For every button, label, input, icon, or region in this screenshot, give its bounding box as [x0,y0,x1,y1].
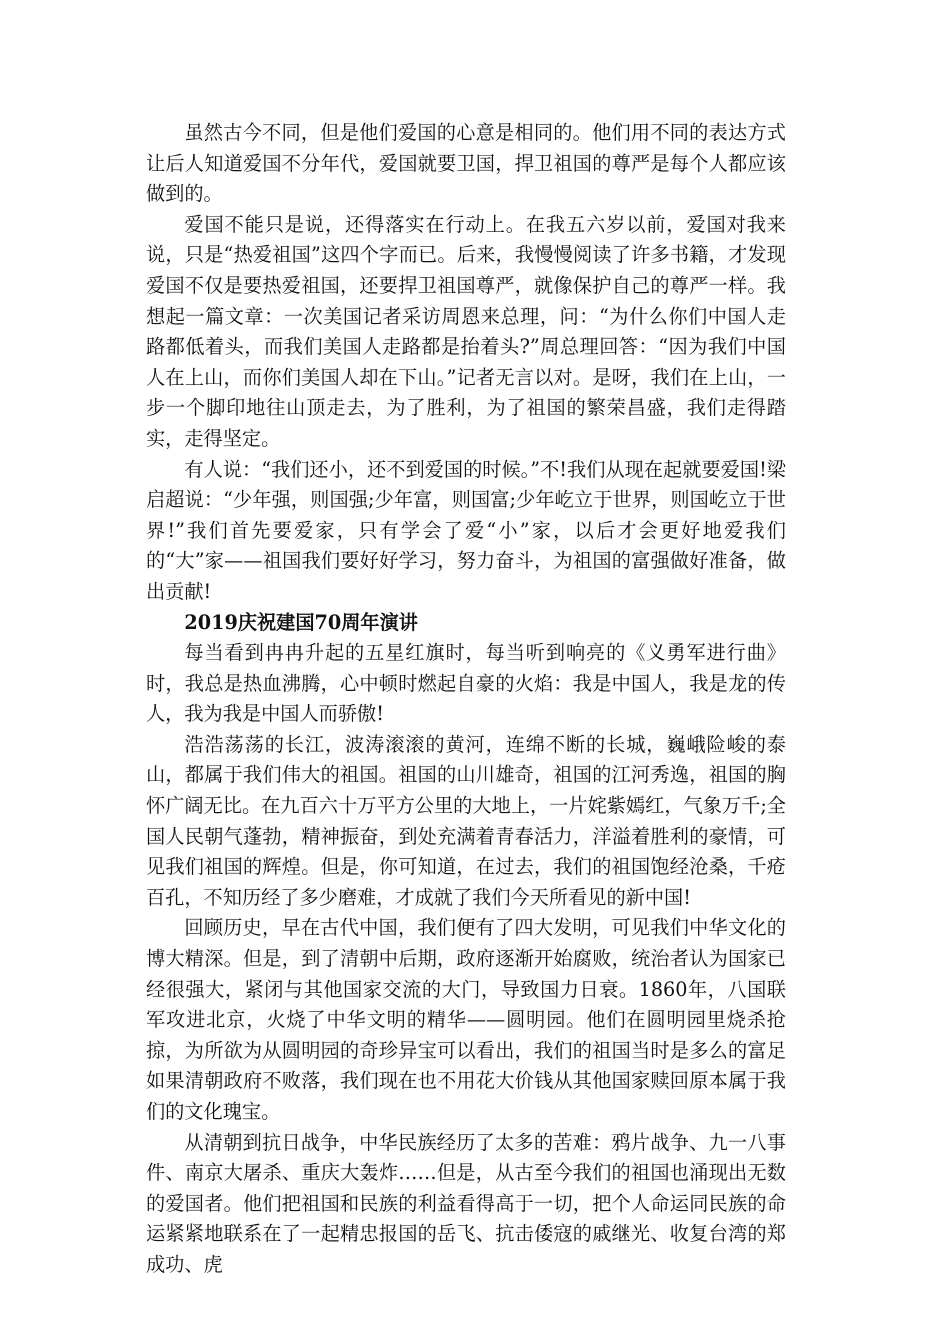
paragraph: 浩浩荡荡的长江，波涛滚滚的黄河，连绵不断的长城，巍峨险峻的泰山，都属于我们伟大的祖国。祖国的山川雄奇，祖国的江河秀逸，祖国的胸怀广阔无比。在九百六十万平方公里的大地上，一片姹紫嫣红，气象万千;全国人民朝气蓬勃，精神振奋，到处充满着青春活力，洋溢着胜利的豪情，可见我们祖国的辉煌。但是，你可知道，在过去，我们的祖国饱经沧桑，千疮百孔，不知历经了多少磨难，才成就了我们今天所看见的新中国! [146,732,786,909]
paragraph: 从清朝到抗日战争，中华民族经历了太多的苦难：鸦片战争、九一八事件、南京大屠杀、重庆大轰炸……但是，从古至今我们的祖国也涌现出无数的爱国者。他们把祖国和民族的利益看得高于一切，把个人命运同民族的命运紧紧地联系在了一起精忠报国的岳飞、抗击倭寇的戚继光、收复台湾的郑成功、虎 [146,1130,786,1276]
paragraph: 每当看到冉冉升起的五星红旗时，每当听到响亮的《义勇军进行曲》时，我总是热血沸腾，心中顿时燃起自豪的火焰：我是中国人，我是龙的传人，我为我是中国人而骄傲! [146,641,786,726]
paragraph: 虽然古今不同，但是他们爱国的心意是相同的。他们用不同的表达方式让后人知道爱国不分年代，爱国就要卫国，捍卫祖国的尊严是每个人都应该做到的。 [146,121,786,206]
section-heading: 2019庆祝建国70周年演讲 [184,610,418,634]
paragraph: 有人说：“我们还小，还不到爱国的时候。”不!我们从现在起就要爱国!梁启超说：“少年强，则国强;少年富，则国富;少年屹立于世界，则国屹立于世界!”我们首先要爱家，只有学会了爱“小”家，以后才会更好地爱我们的“大”家——祖国我们要好好学习，努力奋斗，为祖国的富强做好准备，做出贡献! [146,457,786,603]
document-page [146,118,786,1281]
paragraph: 回顾历史，早在古代中国，我们便有了四大发明，可见我们中华文化的博大精深。但是，到了清朝中后期，政府逐渐开始腐败，统治者认为国家已经很强大，紧闭与其他国家交流的大门，导致国力日衰。1860年，八国联军攻进北京，火烧了中华文明的精华——圆明园。他们在圆明园里烧杀抢掠，为所欲为从圆明园的奇珍异宝可以看出，我们的祖国当时是多么的富足如果清朝政府不败落，我们现在也不用花大价钱从其他国家赎回原本属于我们的文化瑰宝。 [146,916,786,1123]
paragraph: 爱国不能只是说，还得落实在行动上。在我五六岁以前，爱国对我来说，只是“热爱祖国”这四个字而已。后来，我慢慢阅读了许多书籍，才发现爱国不仅是要热爱祖国，还要捍卫祖国尊严，就像保护自己的尊严一样。我想起一篇文章：一次美国记者采访周恩来总理，问：“为什么你们中国人走路都低着头，而我们美国人走路都是抬着头?”周总理回答：“因为我们中国人在上山，而你们美国人却在下山。”记者无言以对。是呀，我们在上山，一步一个脚印地往山顶走去，为了胜利，为了祖国的繁荣昌盛，我们走得踏实，走得坚定。 [146,212,786,450]
